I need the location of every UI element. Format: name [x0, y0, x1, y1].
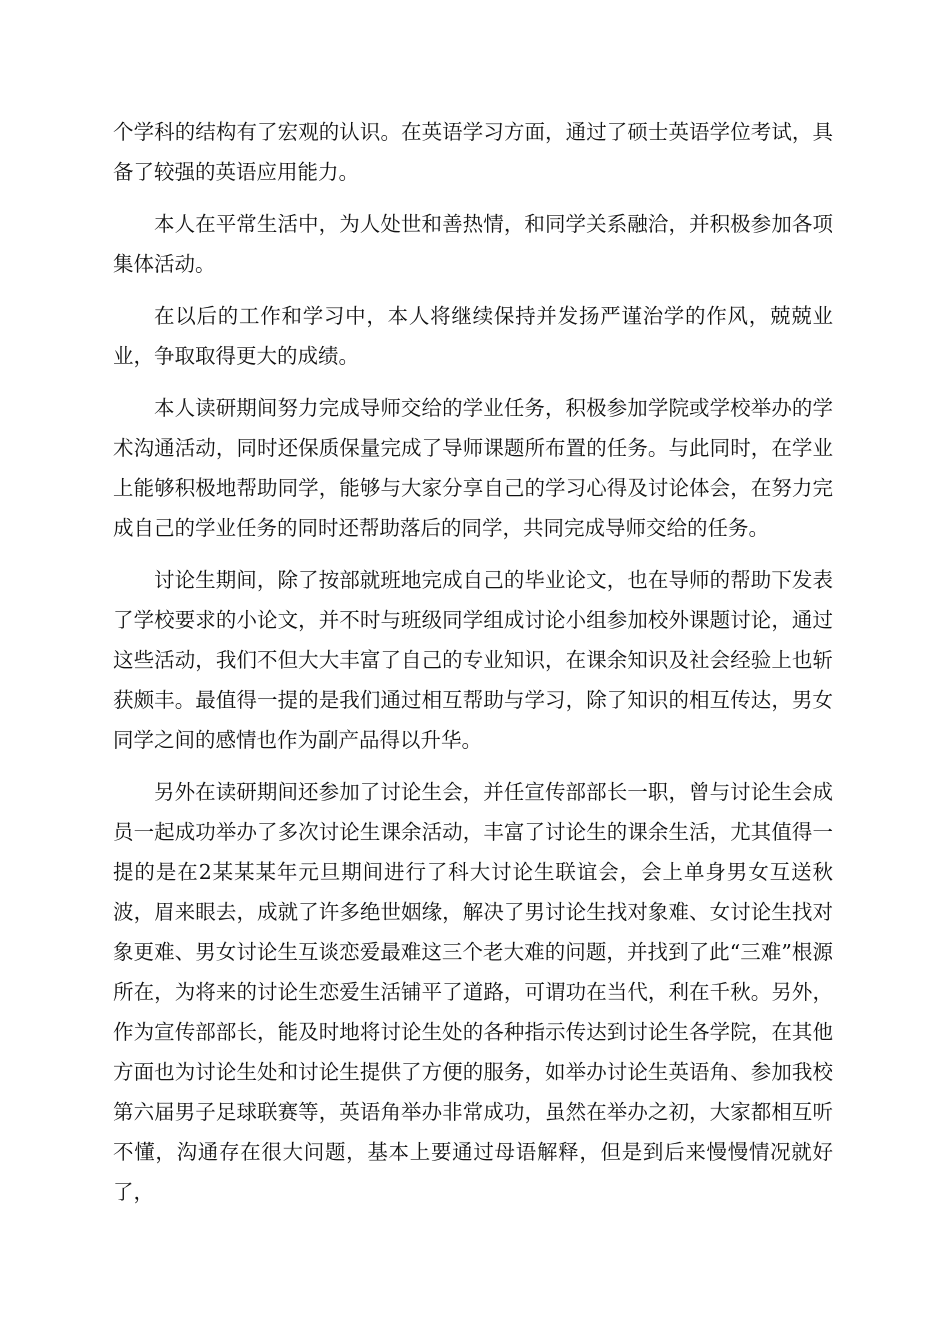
document-body — [113, 112, 833, 1224]
paragraph-1: 个学科的结构有了宏观的认识。在英语学习方面，通过了硕士英语学位考试，具备了较强的英语应用能力。 — [113, 120, 833, 184]
paragraph-2: 本人在平常生活中，为人处世和善热情，和同学关系融洽，并积极参加各项集体活动。 — [113, 212, 833, 276]
paragraph-3: 在以后的工作和学习中，本人将继续保持并发扬严谨治学的作风，兢兢业业，争取取得更大的成绩。 — [113, 304, 833, 368]
paragraph-5: 讨论生期间，除了按部就班地完成自己的毕业论文，也在导师的帮助下发表了学校要求的小论文，并不时与班级同学组成讨论小组参加校外课题讨论，通过这些活动，我们不但大大丰富了自己的专业知识，在课余知识及社会经验上也斩获颇丰。最值得一提的是我们通过相互帮助与学习，除了知识的相互传达，男女同学之间的感情也作为副产品得以升华。 — [113, 568, 833, 752]
paragraph-4: 本人读研期间努力完成导师交给的学业任务，积极参加学院或学校举办的学术沟通活动，同时还保质保量完成了导师课题所布置的任务。与此同时，在学业上能够积极地帮助同学，能够与大家分享自己的学习心得及讨论体会，在努力完成自己的学业任务的同时还帮助落后的同学，共同完成导师交给的任务。 — [113, 396, 833, 540]
paragraph-6: 另外在读研期间还参加了讨论生会，并任宣传部部长一职，曾与讨论生会成员一起成功举办了多次讨论生课余活动，丰富了讨论生的课余生活，尤其值得一提的是在2某某某年元旦期间进行了科大讨论生联谊会，会上单身男女互送秋波，眉来眼去，成就了许多绝世姻缘，解决了男讨论生找对象难、女讨论生找对象更难、男女讨论生互谈恋爱最难这三个老大难的问题，并找到了此“三难”根源所在，为将来的讨论生恋爱生活铺平了道路，可谓功在当代，利在千秋。另外，作为宣传部部长，能及时地将讨论生处的各种指示传达到讨论生各学院，在其他方面也为讨论生处和讨论生提供了方便的服务，如举办讨论生英语角、参加我校第六届男子足球联赛等，英语角举办非常成功，虽然在举办之初，大家都相互听不懂，沟通存在很大问题，基本上要通过母语解释，但是到后来慢慢情况就好了， — [113, 780, 833, 1204]
